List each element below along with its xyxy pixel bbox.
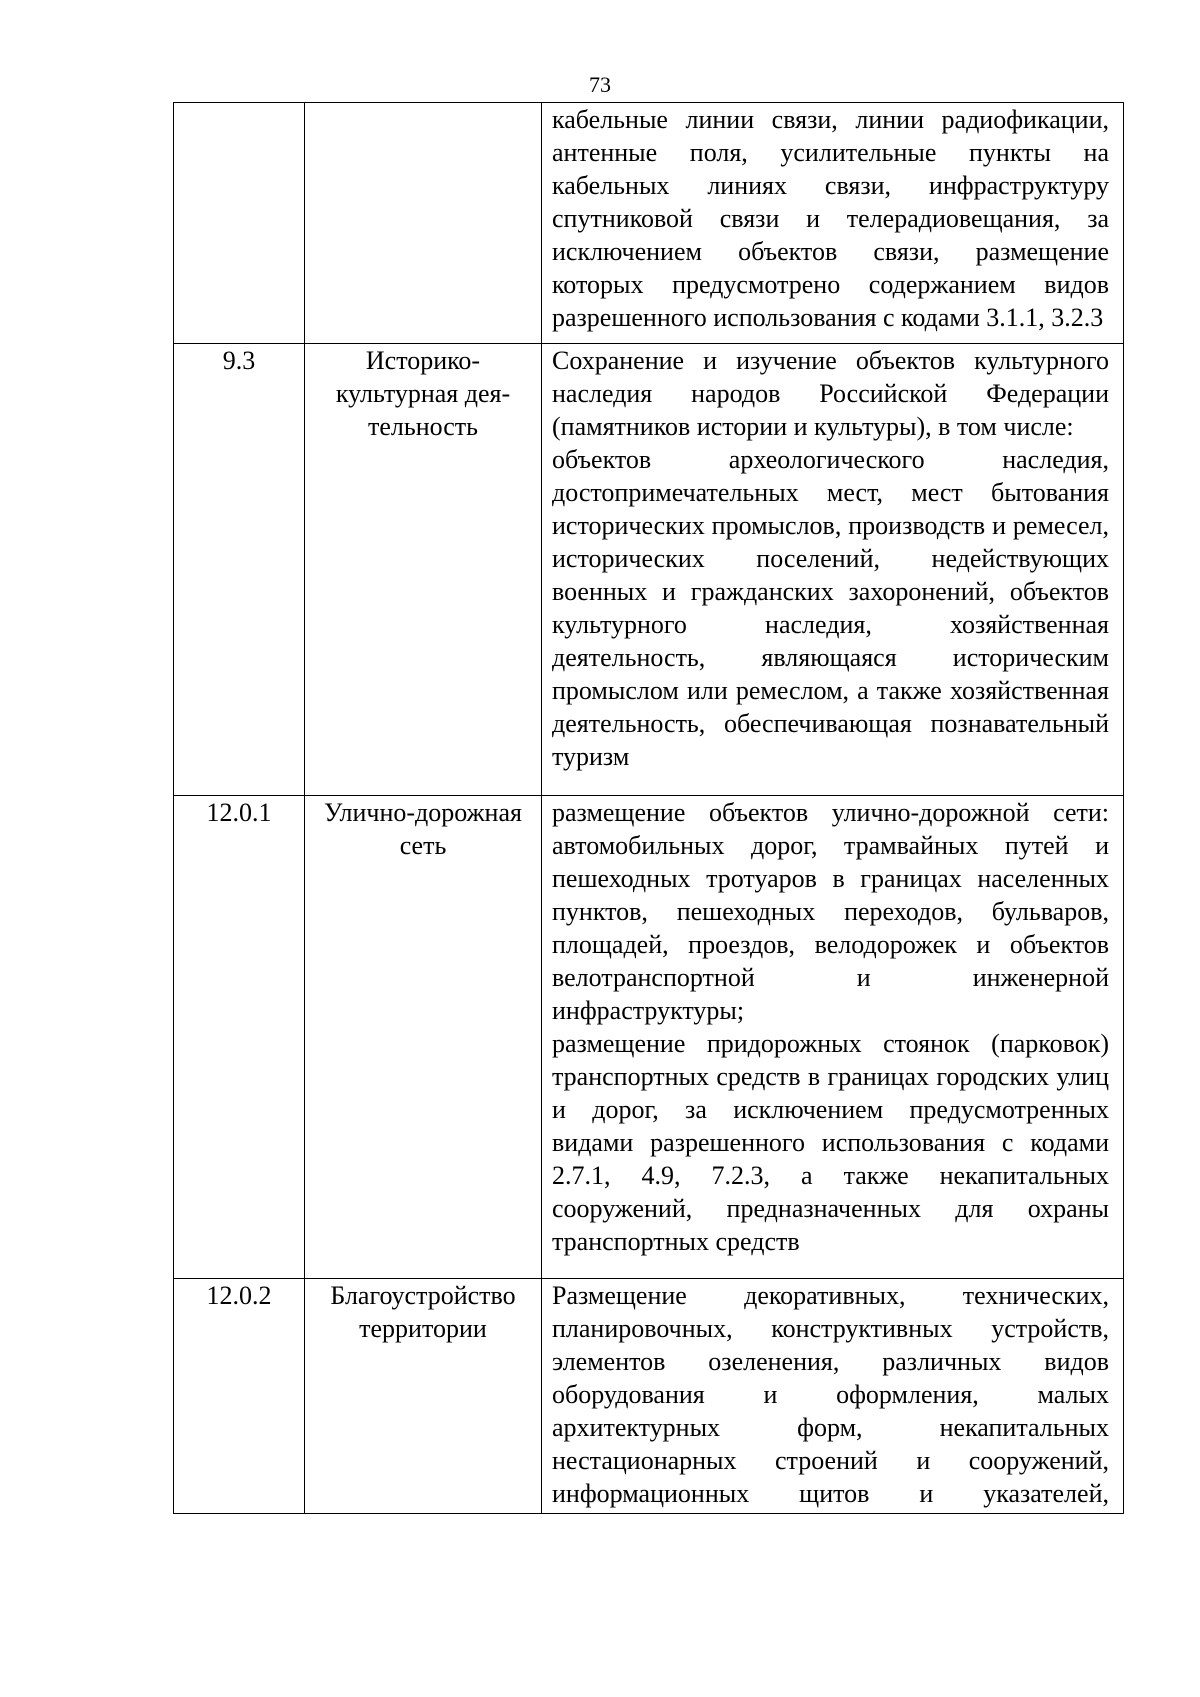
row-description <box>542 344 1124 796</box>
row-name: Историко-культурная дея-тельность <box>305 344 542 796</box>
table-row <box>174 796 1124 1279</box>
row-name: Улично-дорожная сеть <box>305 796 542 1279</box>
description-paragraph: размещение объектов улично-дорожной сети: автомобильных дорог, трамвайных путей и пешеходных тротуаров в границах населенных пунктов, пешеходных переходов, бульваров, площадей, проездов, велодорожек и объектов велотранспортной и инженерной инфраструктуры; <box>552 798 1109 1025</box>
row-code: 12.0.1 <box>174 796 305 1279</box>
page-number: 73 <box>589 72 611 97</box>
row-code: 12.0.2 <box>174 1279 305 1514</box>
table-row <box>174 103 1124 344</box>
row-code: 9.3 <box>174 344 305 796</box>
description-paragraph: размещение придорожных стоянок (парковок) транспортных средств в границах городских улиц и дорог, за исключением предусмотренных видами разрешенного использования с кодами 2.7.1, 4.9, 7.2.3, а также некапитальных сооружений, предназначенных для охраны транспортных средств <box>552 1029 1109 1256</box>
land-use-table <box>173 102 1124 1514</box>
row-name: Благоустройство территории <box>305 1279 542 1514</box>
row-description <box>542 796 1124 1279</box>
row-description <box>542 1279 1124 1514</box>
row-name <box>305 103 542 344</box>
table-row <box>174 1279 1124 1514</box>
table-row <box>174 344 1124 796</box>
description-paragraph: Размещение декоративных, технических, планировочных, конструктивных устройств, элементов озеленения, различных видов оборудования и оформления, малых архитектурных форм, некапитальных нестационарных строений и сооружений, информационных щитов и указателей, <box>552 1281 1109 1508</box>
description-paragraph: кабельные линии связи, линии радиофикации, антенные поля, усилительные пункты на кабельных линиях связи, инфраструктуру спутниковой связи и телерадиовещания, за исключением объектов связи, размещение которых предусмотрено содержанием видов разрешенного использования с кодами 3.1.1, 3.2.3 <box>552 105 1109 332</box>
description-paragraph: объектов археологического наследия, достопримечательных мест, мест бытования исторических промыслов, производств и ремесел, исторических поселений, недействующих военных и гражданских захоронений, объектов культурного наследия, хозяйственная деятельность, являющаяся историческим промыслом или ремеслом, а также хозяйственная деятельность, обеспечивающая познавательный туризм <box>552 445 1109 771</box>
row-code <box>174 103 305 344</box>
row-description <box>542 103 1124 344</box>
description-paragraph: Сохранение и изучение объектов культурного наследия народов Российской Федерации (памятников истории и культуры), в том числе: <box>552 346 1109 441</box>
